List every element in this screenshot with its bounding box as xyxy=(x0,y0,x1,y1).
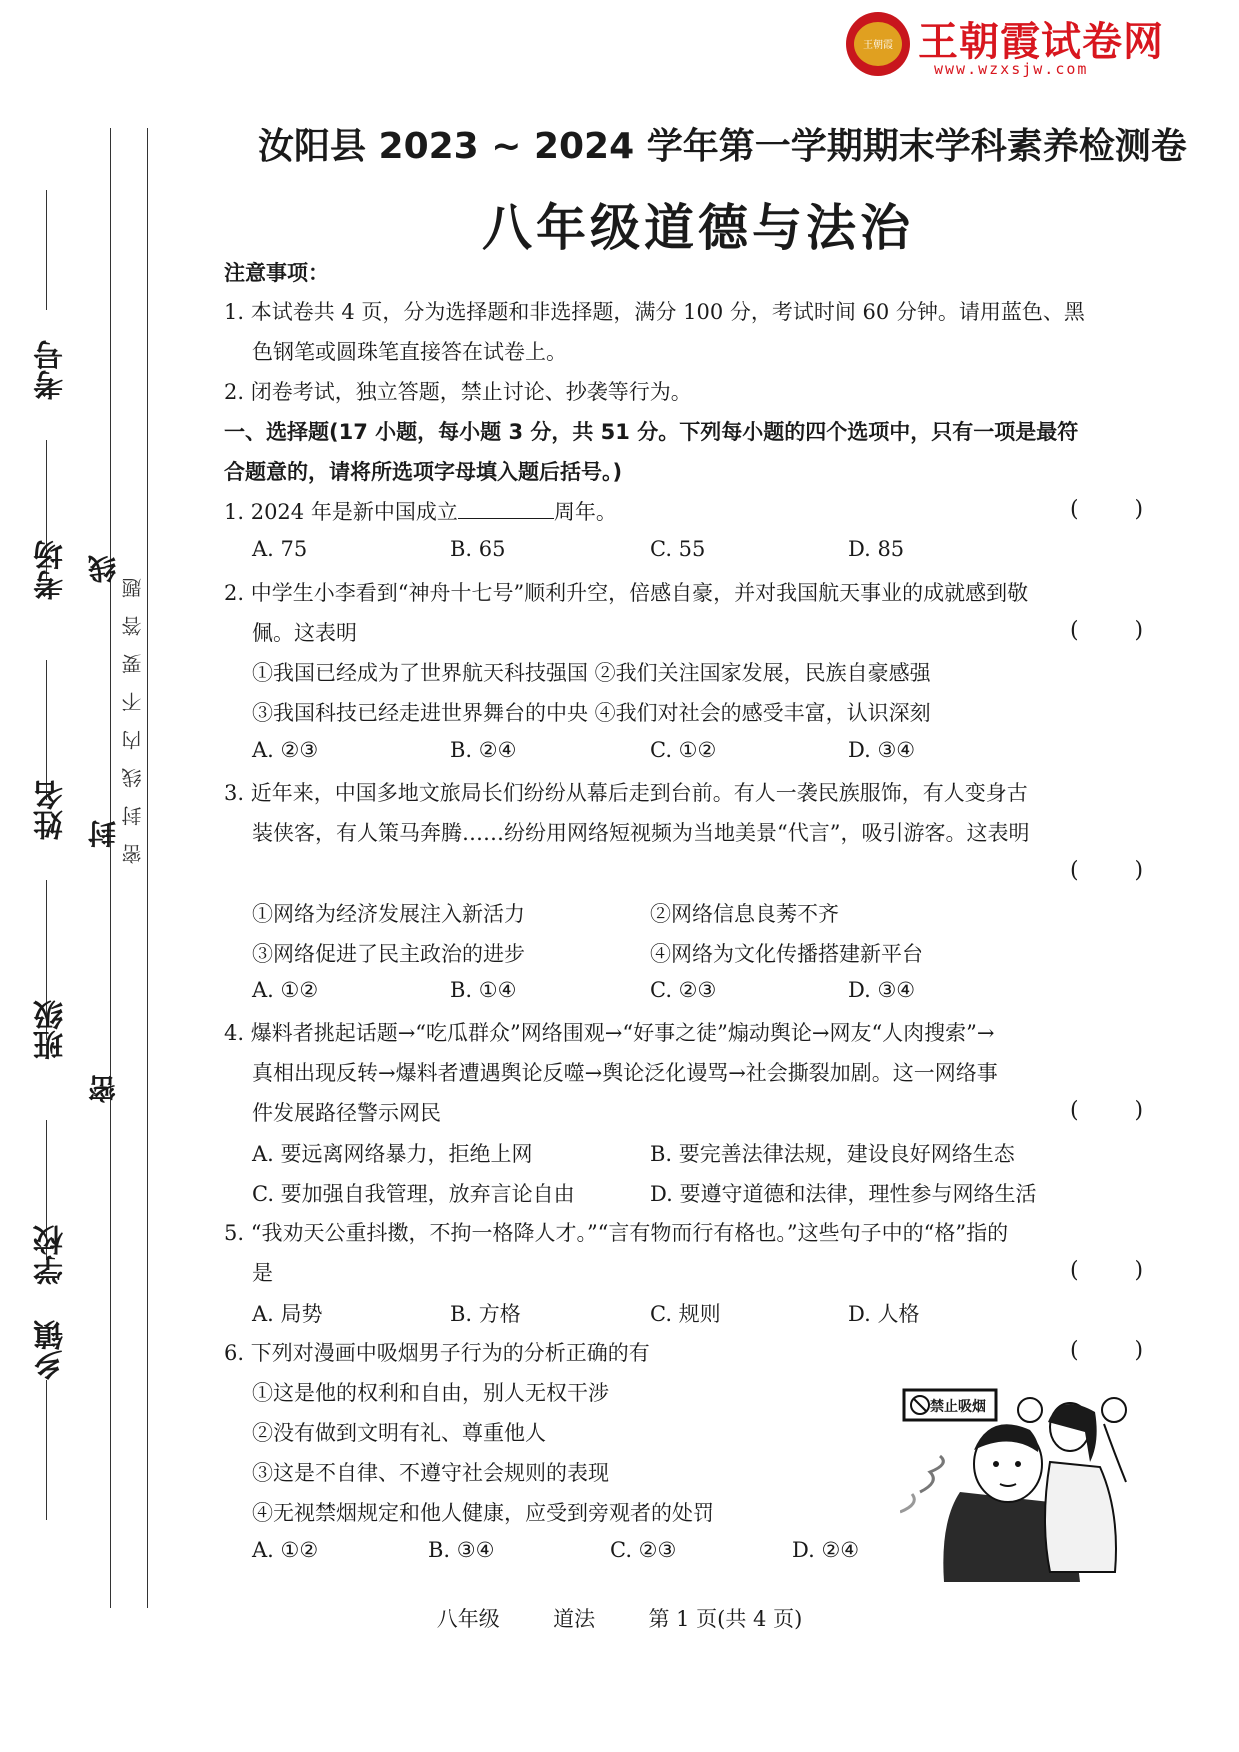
q5-answer-paren[interactable]: ( ) xyxy=(1070,1258,1144,1283)
q2-stem-a: 2. 中学生小李看到“神舟十七号”顺利升空，倍感自豪，并对我国航天事业的成就感到敬 xyxy=(224,581,1029,605)
q3-statement-3: ③网络促进了民主政治的进步 xyxy=(252,942,525,966)
q4-option-a: A. 要远离网络暴力，拒绝上网 xyxy=(252,1142,533,1166)
field-exam-number: 考号 xyxy=(34,340,69,400)
q1-stem: 1. 2024 年是新中国成立 周年。 xyxy=(224,500,617,524)
q5-stem-a: 5. “我劝天公重抖擞，不拘一格降人才。”“言有物而行有格也。”这些句子中的“格”指的 xyxy=(224,1221,1009,1245)
seal-char-mi: 密 xyxy=(87,1075,120,1103)
q1-option-b: B. 65 xyxy=(450,537,506,561)
q5-option-b: B. 方格 xyxy=(450,1302,521,1326)
q3-statement-2: ②网络信息良莠不齐 xyxy=(650,902,839,926)
q3-statement-1: ①网络为经济发展注入新活力 xyxy=(252,902,525,926)
seal-char-feng: 封 xyxy=(87,820,120,848)
q2-stem-b: 佩。这表明 xyxy=(252,621,357,645)
seal-notice: 密封线内不要答题 xyxy=(121,560,145,864)
q4-option-b: B. 要完善法律法规，建设良好网络生态 xyxy=(650,1142,1015,1166)
q2-option-a: A. ②③ xyxy=(252,738,319,762)
q6-option-c: C. ②③ xyxy=(610,1538,677,1562)
q6-answer-paren[interactable]: ( ) xyxy=(1070,1338,1144,1363)
exam-subject: 八年级道德与法治 xyxy=(482,198,914,257)
q6-stem: 6. 下列对漫画中吸烟男子行为的分析正确的有 xyxy=(224,1341,650,1365)
binding-line-inner xyxy=(147,128,148,1608)
q1-answer-paren[interactable]: ( ) xyxy=(1070,497,1144,522)
footer-page: 第 1 页(共 4 页) xyxy=(648,1607,803,1631)
q3-option-d: D. ③④ xyxy=(848,978,916,1002)
q5-option-d: D. 人格 xyxy=(848,1302,920,1326)
notes-item1-b: 色钢笔或圆珠笔直接答在试卷上。 xyxy=(252,340,567,364)
brand-name: 王朝霞试卷网 xyxy=(918,19,1164,65)
q2-answer-paren[interactable]: ( ) xyxy=(1070,618,1144,643)
q4-answer-paren[interactable]: ( ) xyxy=(1070,1098,1144,1123)
q1-blank[interactable] xyxy=(458,498,554,519)
seal-char-xian: 线 xyxy=(87,555,120,583)
q5-option-c: C. 规则 xyxy=(650,1302,721,1326)
q3-stem-b: 装侠客，有人策马奔腾……纷纷用网络短视频为当地美景“代言”，吸引游客。这表明 xyxy=(252,821,1030,845)
seal-icon xyxy=(846,12,910,76)
exam-title: 汝阳县 2023 ~ 2024 学年第一学期期末学科素养检测卷 xyxy=(258,126,1187,167)
footer-subject: 道法 xyxy=(553,1607,596,1631)
q6-option-b: B. ③④ xyxy=(428,1538,495,1562)
q6-statement-2: ②没有做到文明有礼、尊重他人 xyxy=(252,1421,546,1445)
q4-stem-a: 4. 爆料者挑起话题→“吃瓜群众”网络围观→“好事之徒”煽动舆论→网友“人肉搜索”→ xyxy=(224,1021,995,1045)
notes-item2: 2. 闭卷考试，独立答题，禁止讨论、抄袭等行为。 xyxy=(224,380,692,404)
q3-option-a: A. ①② xyxy=(252,978,319,1002)
field-town: 乡镇 xyxy=(34,1320,69,1380)
q3-statement-4: ④网络为文化传播搭建新平台 xyxy=(650,942,923,966)
q6-statement-4: ④无视禁烟规定和他人健康，应受到旁观者的处罚 xyxy=(252,1501,714,1525)
q2-statement-2: ③我国科技已经走进世界舞台的中央 ④我们对社会的感受丰富，认识深刻 xyxy=(252,701,931,725)
q3-stem-a: 3. 近年来，中国多地文旅局长们纷纷从幕后走到台前。有人一袭民族服饰，有人变身古 xyxy=(224,781,1028,805)
field-school: 学校 xyxy=(34,1225,69,1285)
field-exam-room: 考场 xyxy=(34,540,69,600)
field-class: 班级 xyxy=(34,1000,69,1060)
q2-statement-1: ①我国已经成为了世界航天科技强国 ②我们关注国家发展，民族自豪感强 xyxy=(252,661,931,685)
q3-option-b: B. ①④ xyxy=(450,978,517,1002)
q6-option-a: A. ①② xyxy=(252,1538,319,1562)
notes-item1-a: 1. 本试卷共 4 页，分为选择题和非选择题，满分 100 分，考试时间 60 分钟。请用蓝色、黑 xyxy=(224,300,1085,324)
q2-option-b: B. ②④ xyxy=(450,738,517,762)
q4-option-c: C. 要加强自我管理，放弃言论自由 xyxy=(252,1182,575,1206)
q3-option-c: C. ②③ xyxy=(650,978,717,1002)
binding-line-outer xyxy=(110,128,111,1608)
q4-stem-c: 件发展路径警示网民 xyxy=(252,1101,441,1125)
brand-logo xyxy=(846,10,1166,80)
q5-stem-b: 是 xyxy=(252,1261,273,1285)
q4-option-d: D. 要遵守道德和法律，理性参与网络生活 xyxy=(650,1182,1037,1206)
q5-option-a: A. 局势 xyxy=(252,1302,323,1326)
q4-stem-b: 真相出现反转→爆料者遭遇舆论反噬→舆论泛化谩骂→社会撕裂加剧。这一网络事 xyxy=(252,1061,998,1085)
binding-fields xyxy=(20,180,70,1500)
smoking-cartoon xyxy=(900,1372,1140,1594)
page-footer xyxy=(0,1603,1239,1633)
footer-grade: 八年级 xyxy=(436,1607,500,1631)
q2-option-c: C. ①② xyxy=(650,738,717,762)
q2-option-d: D. ③④ xyxy=(848,738,916,762)
q1-option-d: D. 85 xyxy=(848,537,905,561)
q6-option-d: D. ②④ xyxy=(792,1538,860,1562)
seal-text: 王朝霞 xyxy=(863,40,893,51)
section1-heading-b: 合题意的，请将所选项字母填入题后括号。) xyxy=(224,460,623,484)
q1-option-c: C. 55 xyxy=(650,537,706,561)
q6-statement-3: ③这是不自律、不遵守社会规则的表现 xyxy=(252,1461,609,1485)
field-name: 姓名 xyxy=(34,780,69,840)
q3-answer-paren[interactable]: ( ) xyxy=(1070,858,1144,883)
section1-heading-a: 一、选择题(17 小题，每小题 3 分，共 51 分。下列每小题的四个选项中，只有一项是最符 xyxy=(224,420,1079,444)
q1-option-a: A. 75 xyxy=(252,537,308,561)
no-smoking-sign-text: 禁止吸烟 xyxy=(930,1399,986,1415)
notes-heading: 注意事项： xyxy=(224,261,329,285)
brand-url: www.wzxsjw.com xyxy=(934,60,1089,78)
q6-statement-1: ①这是他的权利和自由，别人无权干涉 xyxy=(252,1381,609,1405)
